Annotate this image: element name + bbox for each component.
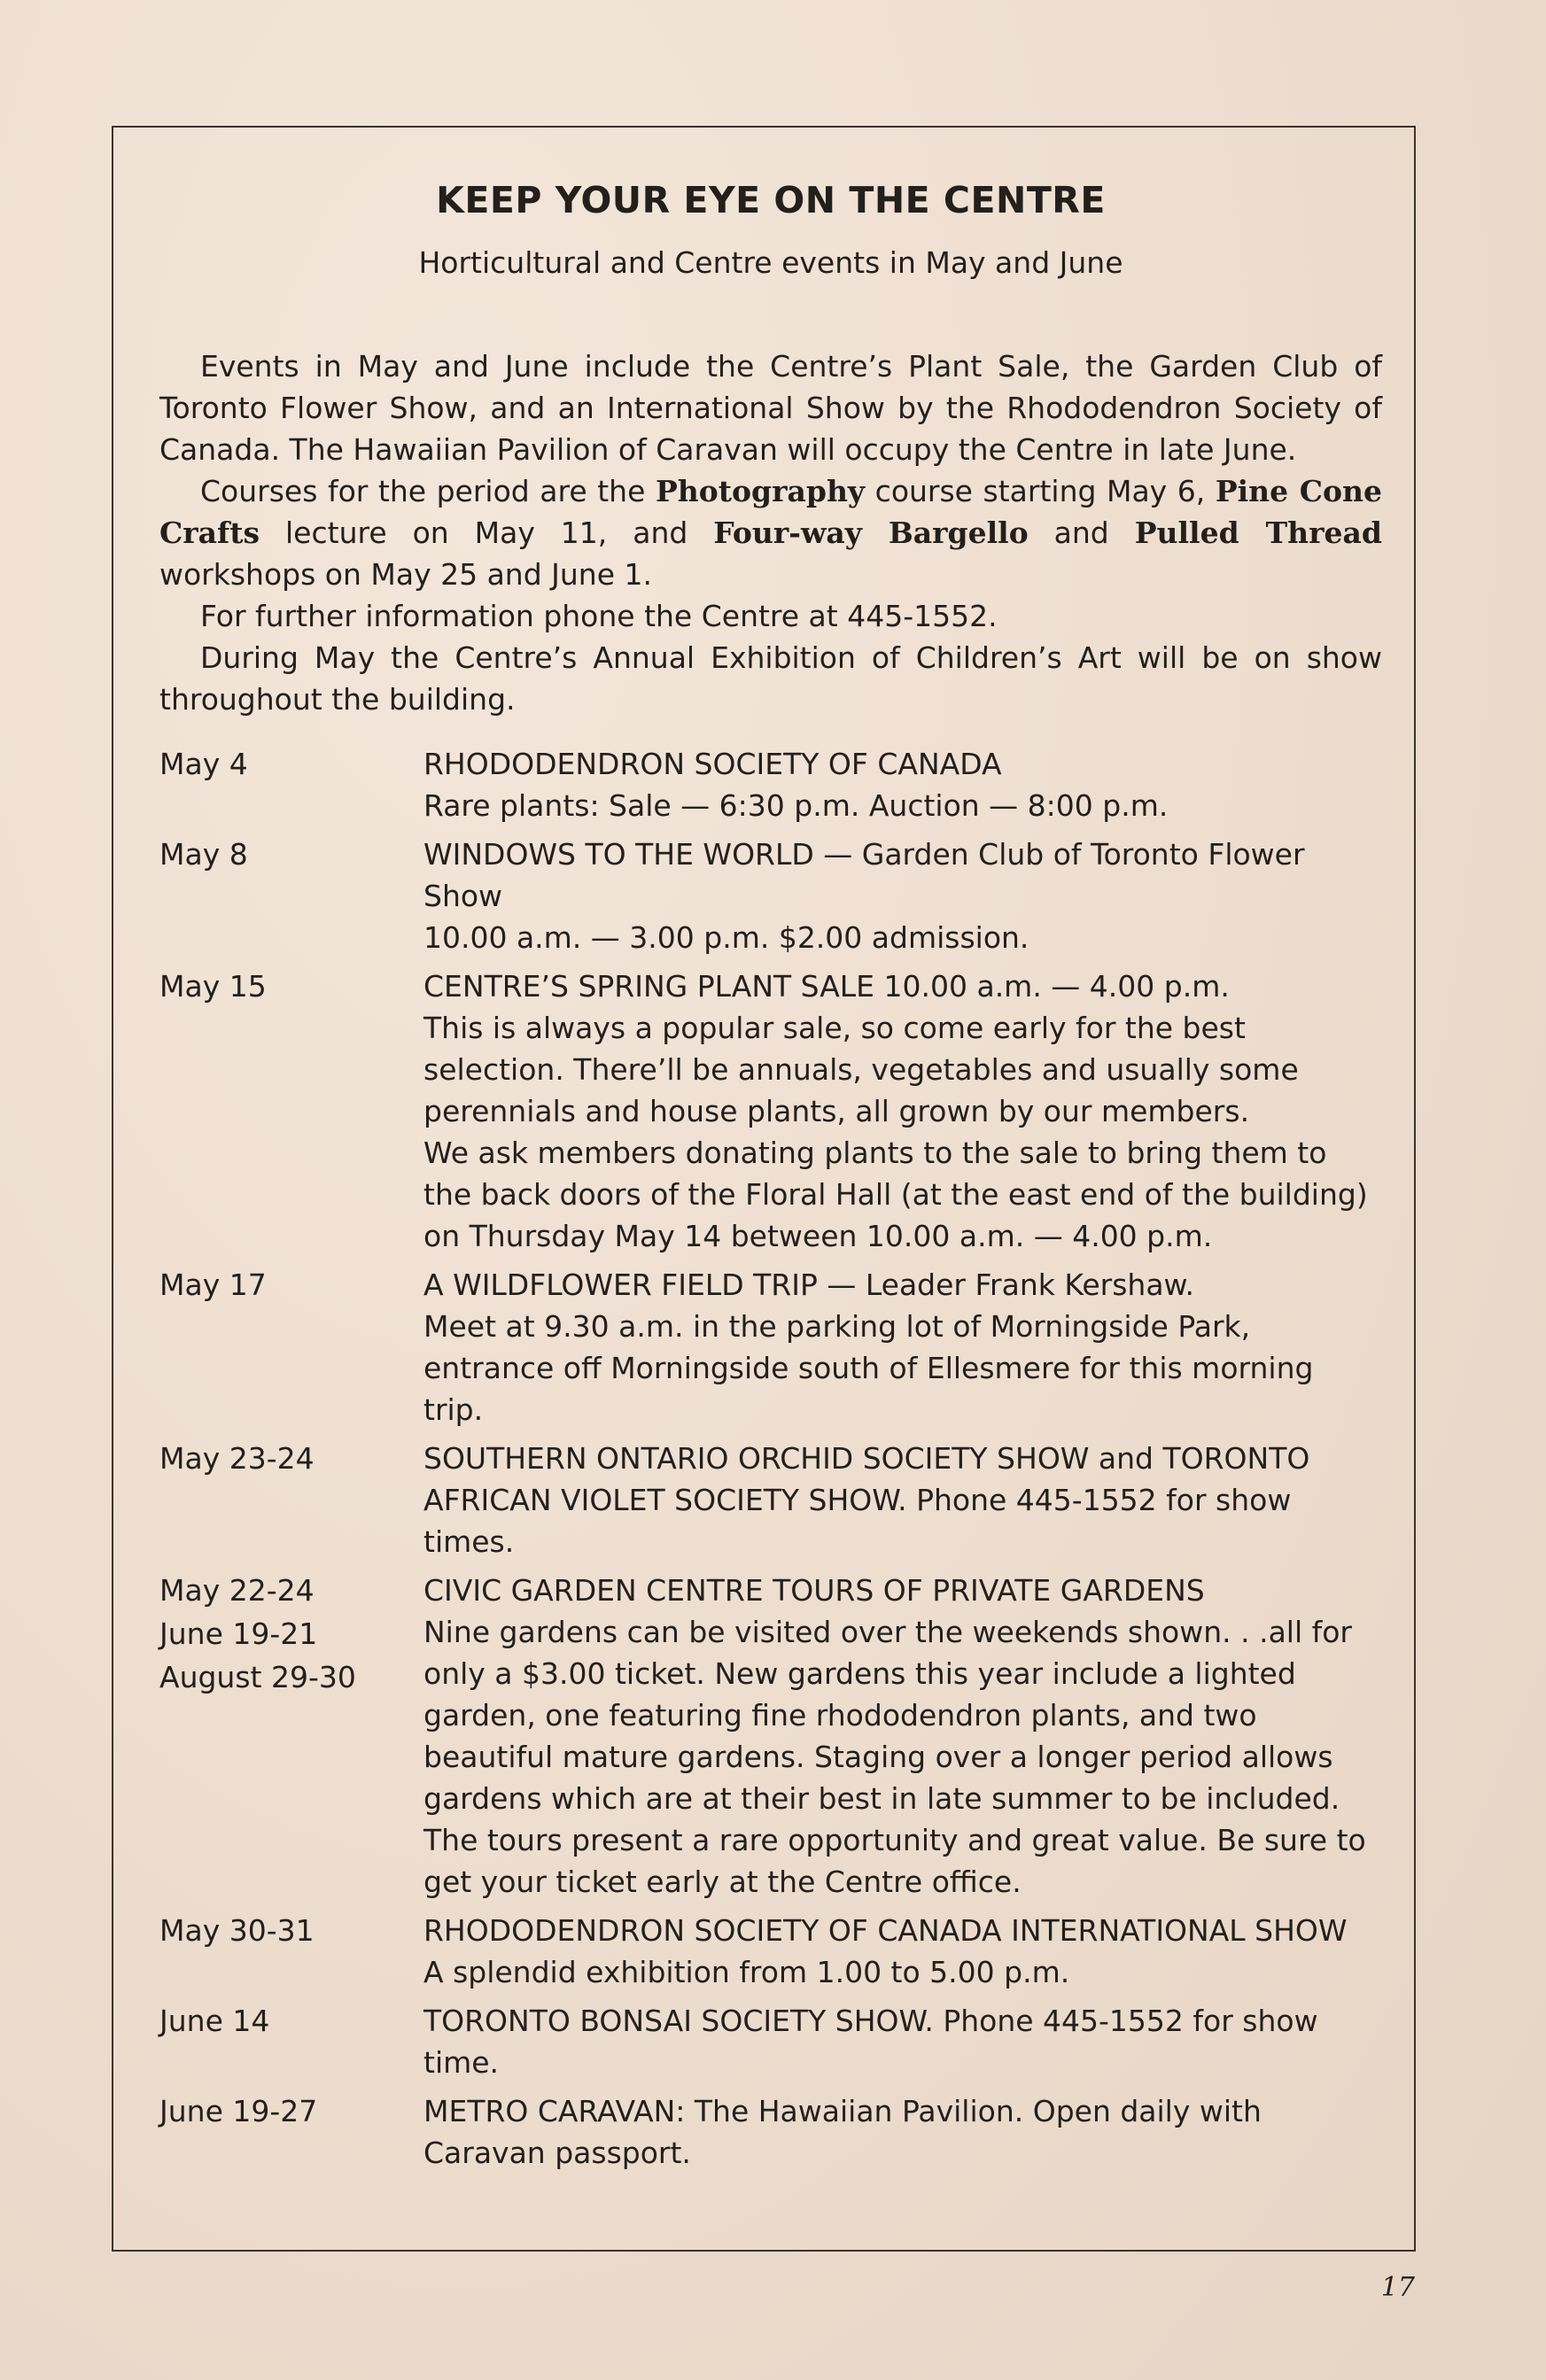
courses-text-1: Courses for the period are the [200, 474, 656, 508]
event-row [159, 1264, 1382, 1430]
event-details [423, 965, 1382, 1257]
courses-text-4: and [1028, 516, 1135, 550]
event-row [159, 1910, 1382, 1993]
page-subtitle: Horticultural and Centre events in May and June [418, 245, 1123, 280]
page-title: KEEP YOUR EYE ON THE CENTRE [436, 179, 1106, 221]
event-date: May 8 [159, 837, 248, 872]
event-description: Rare plants: Sale — 6:30 p.m. Auction — 8:00 p.m. [423, 788, 1169, 823]
course-pulled-thread: Pulled Thread [1134, 516, 1382, 550]
intro-paragraph-events: Events in May and June include the Centre’s Plant Sale, the Garden Club of Toronto Flower Show, and an International Show by the Rhododendron Society of Canada. The Hawaiian Pavilion of Caravan will occupy the Centre in late June. [159, 349, 1382, 467]
event-date: May 4 [159, 747, 248, 781]
intro-paragraph-phone: For further information phone the Centre at 445-1552. [200, 599, 998, 633]
event-description: A splendid exhibition from 1.00 to 5.00 p.m. [423, 1955, 1070, 1989]
course-pine-cone-crafts: Pine Cone Crafts [159, 474, 1382, 550]
event-row [159, 1438, 1382, 1562]
event-row [159, 833, 1382, 958]
event-heading: CIVIC GARDEN CENTRE TOURS OF PRIVATE GARDENS [423, 1573, 1205, 1608]
event-description: 10.00 a.m. — 3.00 p.m. $2.00 admission. [423, 920, 1029, 955]
courses-text-5: workshops on May 25 and June 1. [159, 557, 652, 592]
event-row [159, 965, 1382, 1257]
event-heading: WINDOWS TO THE WORLD — Garden Club of Toronto Flower Show [423, 837, 1305, 913]
event-row [159, 743, 1382, 826]
event-details [423, 2090, 1382, 2174]
intro-paragraph-courses [159, 470, 1382, 595]
event-date: May 23-24 [159, 1441, 315, 1476]
event-heading: SOUTHERN ONTARIO ORCHID SOCIETY SHOW and TORONTO AFRICAN VIOLET SOCIETY SHOW. Phone 445-1552 for show times. [423, 1441, 1310, 1559]
event-heading: CENTRE’S SPRING PLANT SALE 10.00 a.m. — 4.00 p.m. [423, 969, 1230, 1004]
event-details [423, 1264, 1382, 1430]
event-details [423, 1438, 1382, 1562]
event-description: This is always a popular sale, so come early for the best selection. There’ll be annuals, vegetables and usually some perennials and house plants, all grown by our members. [423, 1011, 1299, 1128]
event-details [423, 743, 1382, 826]
event-details [423, 1570, 1382, 1903]
event-dates [159, 833, 423, 958]
event-dates [159, 743, 423, 826]
event-description: We ask members donating plants to the sale to bring them to the back doors of the Floral Hall (at the east end of the building) on Thursday May 14 between 10.00 a.m. — 4.00 p.m. [423, 1136, 1368, 1253]
event-dates [159, 2000, 423, 2083]
page-number: 17 [1380, 2272, 1415, 2303]
event-details [423, 1910, 1382, 1993]
event-date: June 19-21 [159, 1616, 318, 1651]
event-row [159, 1570, 1382, 1903]
event-details [423, 833, 1382, 958]
intro-section [159, 345, 1382, 720]
course-four-way-bargello: Four-way Bargello [713, 516, 1029, 550]
event-dates [159, 965, 423, 1257]
event-row [159, 2090, 1382, 2174]
event-row [159, 2000, 1382, 2083]
event-description: Meet at 9.30 a.m. in the parking lot of Morningside Park, entrance off Morningside south of Ellesmere for this morning trip. [423, 1309, 1314, 1427]
event-dates [159, 1910, 423, 1993]
event-details [423, 2000, 1382, 2083]
event-date: August 29-30 [159, 1660, 356, 1694]
course-photography: Photography [655, 474, 866, 508]
event-heading: TORONTO BONSAI SOCIETY SHOW. Phone 445-1552 for show time. [423, 2004, 1318, 2080]
intro-paragraph-exhibition: During May the Centre’s Annual Exhibition of Children’s Art will be on show throughout the building. [159, 640, 1382, 717]
event-heading: RHODODENDRON SOCIETY OF CANADA INTERNATIONAL SHOW [423, 1913, 1348, 1948]
courses-text-2: course starting May 6, [865, 474, 1216, 508]
event-heading: A WILDFLOWER FIELD TRIP — Leader Frank Kershaw. [423, 1268, 1195, 1302]
event-dates [159, 2090, 423, 2174]
content-frame [112, 126, 1416, 2252]
event-date: June 14 [159, 2004, 270, 2038]
event-heading: METRO CARAVAN: The Hawaiian Pavilion. Open daily with Caravan passport. [423, 2094, 1262, 2170]
event-date: May 22-24 [159, 1573, 315, 1608]
events-list [159, 743, 1382, 2174]
event-heading: RHODODENDRON SOCIETY OF CANADA [423, 747, 1002, 781]
event-date: May 15 [159, 969, 267, 1004]
event-dates [159, 1570, 423, 1903]
event-date: May 17 [159, 1268, 267, 1302]
courses-text-3: lecture on May 11, and [260, 516, 714, 550]
event-dates [159, 1438, 423, 1562]
event-dates [159, 1264, 423, 1430]
event-date: May 30-31 [159, 1913, 315, 1948]
event-date: June 19-27 [159, 2094, 318, 2128]
event-description: Nine gardens can be visited over the weekends shown. . .all for only a $3.00 ticket. New gardens this year include a lighted garden, one featuring fine rhododendron plants, and two beautiful mature gardens. Staging over a longer period allows gardens which are at their best in late summer to be included. The tours present a rare opportunity and great value. Be sure to get your ticket early at the Centre office. [423, 1615, 1366, 1899]
